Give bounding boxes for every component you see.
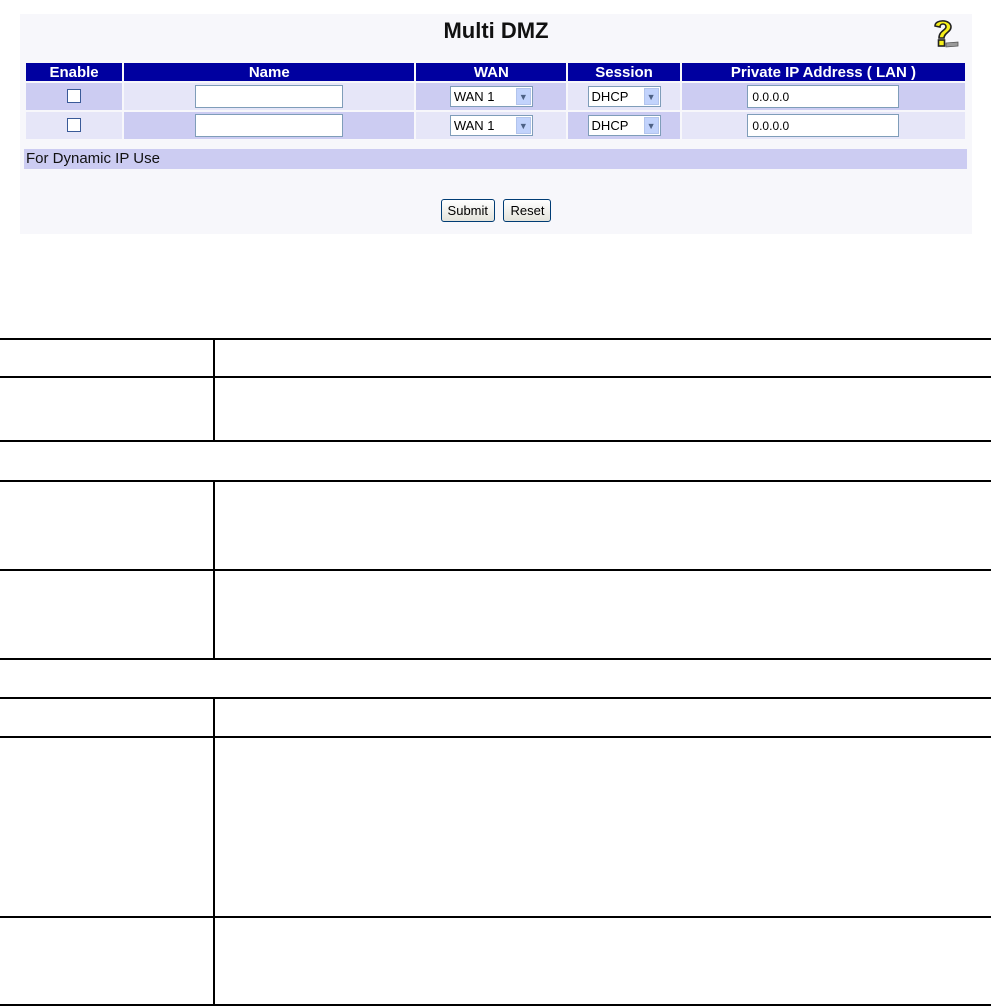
table-divider	[213, 697, 215, 1006]
page-title: Multi DMZ	[443, 18, 549, 43]
chevron-down-icon[interactable]: ▼	[644, 117, 659, 134]
dynamic-ip-note: For Dynamic IP Use	[24, 149, 967, 169]
private-ip-input[interactable]: 0.0.0.0	[747, 114, 899, 137]
name-cell	[124, 112, 414, 139]
enable-cell	[26, 83, 122, 110]
table-rule	[0, 440, 991, 442]
session-select[interactable]	[588, 115, 661, 136]
table-row	[26, 83, 965, 110]
form-buttons	[20, 199, 972, 222]
session-select-value: DHCP	[591, 118, 629, 133]
private-ip-cell	[682, 83, 965, 110]
session-cell	[568, 83, 680, 110]
wan-cell	[416, 112, 566, 139]
table-divider	[213, 338, 215, 442]
help-question-icon[interactable]	[926, 16, 960, 50]
column-header-private-ip: Private IP Address ( LAN )	[682, 63, 965, 81]
name-cell	[124, 83, 414, 110]
enable-cell	[26, 112, 122, 139]
chevron-down-icon[interactable]: ▼	[516, 117, 531, 134]
submit-button[interactable]: Submit	[441, 199, 495, 222]
table-rule	[0, 480, 991, 482]
session-select-value: DHCP	[591, 89, 629, 104]
column-header-enable: Enable	[26, 63, 122, 81]
table-rule	[0, 1004, 991, 1006]
enable-checkbox[interactable]	[67, 89, 81, 103]
chevron-down-icon[interactable]: ▼	[516, 88, 531, 105]
wan-select-value: WAN 1	[453, 89, 495, 104]
table-rule	[0, 697, 991, 699]
table-row	[26, 112, 965, 139]
dmz-table	[24, 61, 967, 141]
wan-select-value: WAN 1	[453, 118, 495, 133]
table-rule	[0, 916, 991, 918]
table-rule	[0, 736, 991, 738]
column-header-name: Name	[124, 63, 414, 81]
table-rule	[0, 658, 991, 660]
reset-button[interactable]: Reset	[503, 199, 551, 222]
session-cell	[568, 112, 680, 139]
session-select[interactable]	[588, 86, 661, 107]
name-input[interactable]	[195, 114, 343, 137]
enable-checkbox[interactable]	[67, 118, 81, 132]
multi-dmz-panel	[20, 14, 972, 234]
private-ip-cell	[682, 112, 965, 139]
wan-select[interactable]	[450, 86, 533, 107]
table-rule	[0, 338, 991, 340]
column-header-wan: WAN	[416, 63, 566, 81]
wan-cell	[416, 83, 566, 110]
table-divider	[213, 480, 215, 660]
table-rule	[0, 569, 991, 571]
wan-select[interactable]	[450, 115, 533, 136]
table-header-row	[26, 63, 965, 81]
chevron-down-icon[interactable]: ▼	[644, 88, 659, 105]
name-input[interactable]	[195, 85, 343, 108]
table-rule	[0, 376, 991, 378]
column-header-session: Session	[568, 63, 680, 81]
private-ip-input[interactable]: 0.0.0.0	[747, 85, 899, 108]
